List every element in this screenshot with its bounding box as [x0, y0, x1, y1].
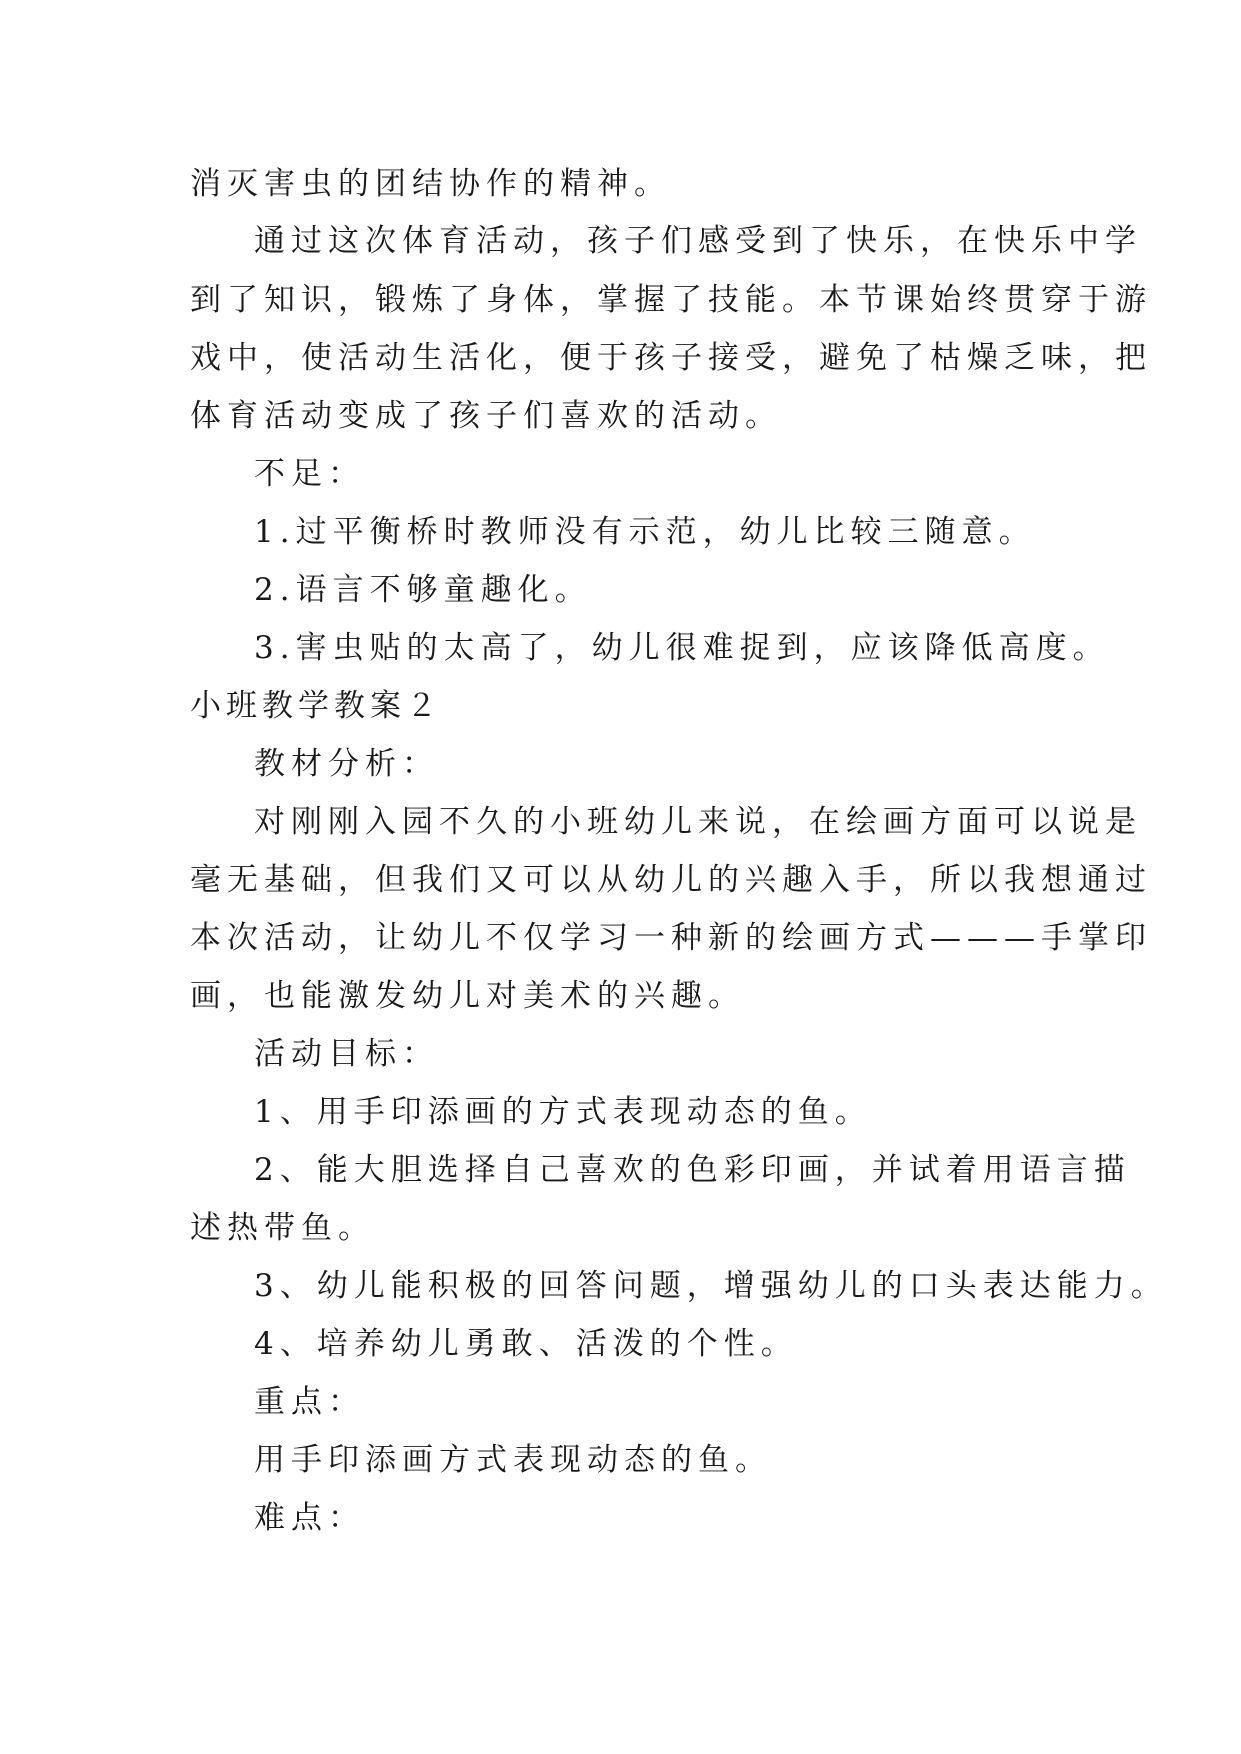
- text-line: 教材分析：: [254, 746, 439, 782]
- text-line: 4、培养幼儿勇敢、活泼的个性。: [254, 1326, 798, 1362]
- text-line: 到了知识，锻炼了身体，掌握了技能。本节课始终贯穿于游: [190, 282, 1152, 318]
- text-line: 体育活动变成了孩子们喜欢的活动。: [190, 398, 782, 434]
- text-line: 消灭害虫的团结协作的精神。: [190, 166, 671, 202]
- text-line: 重点：: [254, 1384, 365, 1420]
- text-line: 活动目标：: [254, 1036, 439, 1072]
- text-line: 2、能大胆选择自己喜欢的色彩印画，并试着用语言描: [254, 1152, 1131, 1188]
- text-line: 画，也能激发幼儿对美术的兴趣。: [190, 978, 745, 1014]
- text-line: 3.害虫贴的太高了，幼儿很难捉到，应该降低高度。: [254, 630, 1110, 666]
- text-line: 本次活动，让幼儿不仅学习一种新的绘画方式———手掌印: [190, 920, 1152, 956]
- text-line: 难点：: [254, 1500, 365, 1536]
- text-line: 毫无基础，但我们又可以从幼儿的兴趣入手，所以我想通过: [190, 862, 1152, 898]
- text-line: 1.过平衡桥时教师没有示范，幼儿比较三随意。: [254, 514, 1036, 550]
- text-line: 不足：: [254, 456, 365, 492]
- text-line: 用手印添画方式表现动态的鱼。: [254, 1442, 772, 1478]
- text-line: 述热带鱼。: [190, 1210, 375, 1246]
- text-line: 对刚刚入园不久的小班幼儿来说，在绘画方面可以说是: [254, 804, 1142, 840]
- text-line: 2.语言不够童趣化。: [254, 572, 592, 608]
- text-line: 戏中，使活动生活化，便于孩子接受，避免了枯燥乏味，把: [190, 340, 1152, 376]
- text-line: 1、用手印添画的方式表现动态的鱼。: [254, 1094, 872, 1130]
- section-heading: 小班教学教案２: [190, 688, 442, 724]
- text-line: 3、幼儿能积极的回答问题，增强幼儿的口头表达能力。: [254, 1268, 1168, 1304]
- text-line: 通过这次体育活动，孩子们感受到了快乐，在快乐中学: [254, 223, 1142, 259]
